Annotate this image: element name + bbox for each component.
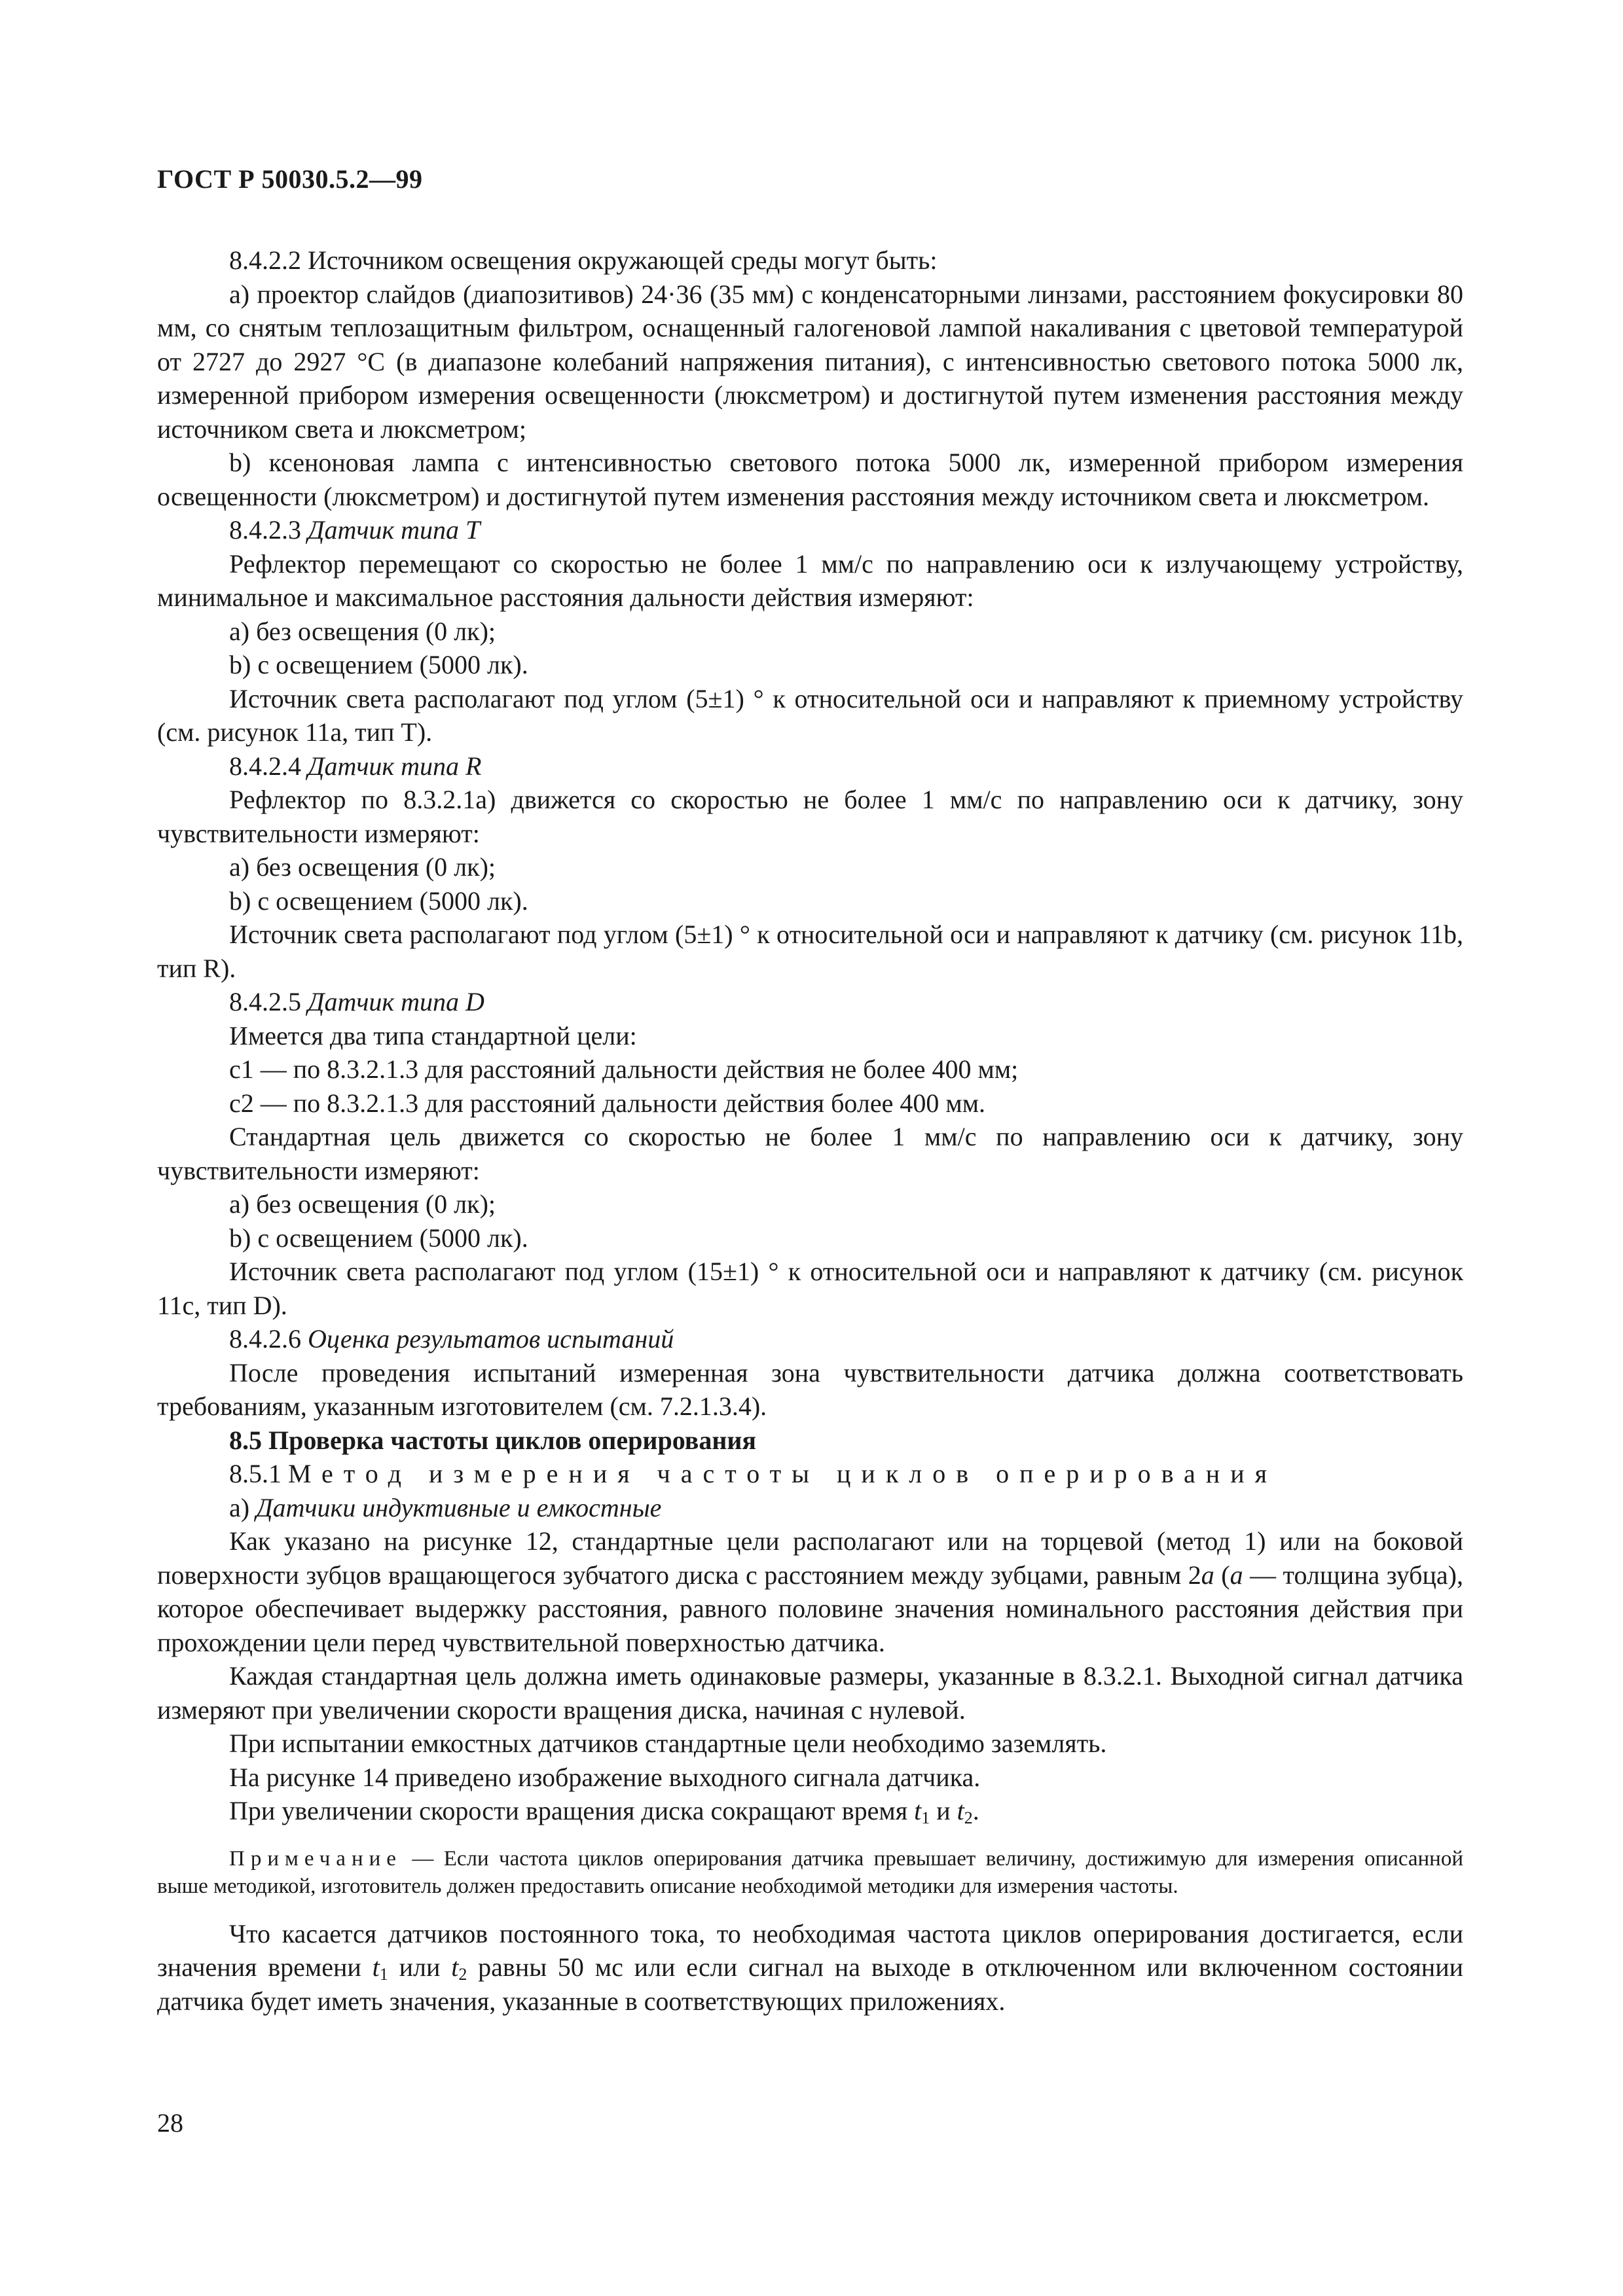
paragraph: После проведения испытаний измеренная зона чувствительности датчика должна соответствовать требованиям, указанным изготовителем (см. 7.2.1.3.4). [157, 1357, 1463, 1421]
paragraph: На рисунке 14 приведено изображение выходного сигнала датчика. [229, 1762, 981, 1792]
note-text: — Если частота циклов оперирования датчика превышает величину, достижимую для измерения описанной выше методикой, изготовитель должен предоставить описание необходимой методики для измерения частоты. [157, 1846, 1463, 1898]
text-run: — толщина зубца), которое обеспечивает выдержку расстояния, равного половине значения номинального расстояния действия при прохождении цели перед чувствительной поверхностью датчика. [157, 1560, 1463, 1657]
subsection-heading [157, 1322, 1463, 1356]
subsection-title: Датчик типа D [308, 987, 484, 1016]
subsection-title: Датчик типа T [308, 515, 481, 545]
subsection-number: 8.4.2.4 [229, 751, 308, 781]
paragraph: b) с освещением (5000 лк). [229, 1223, 528, 1253]
text-run: равны 50 мс или если сигнал на выходе в отключенном или включенном состоянии датчика будет иметь значения, указанные в соответствующих приложениях. [157, 1952, 1464, 2016]
subscript: 1 [379, 1965, 388, 1984]
paragraph: c2 — по 8.3.2.1.3 для расстояний дальности действия более 400 мм. [229, 1088, 985, 1118]
subsection-heading [157, 749, 1463, 783]
paragraph: b) ксеноновая лампа с интенсивностью светового потока 5000 лк, измеренной прибором измерения освещенности (люксметром) и достигнутой путем изменения расстояния между источником света и люксметром. [157, 448, 1463, 511]
text-run: ( [1214, 1560, 1230, 1590]
paragraph: а) без освещения (0 лк); [229, 616, 496, 646]
paragraph: 8.4.2.2 Источником освещения окружающей среды могут быть: [229, 245, 938, 275]
paragraph: b) с освещением (5000 лк). [229, 650, 528, 679]
paragraph: Источник света располагают под углом (5±1) ° к относительной оси и направляют к датчику (см. рисунок 11b, тип R). [157, 920, 1463, 983]
paragraph: Каждая стандартная цель должна иметь одинаковые размеры, указанные в 8.3.2.1. Выходной сигнал датчика измеряют при увеличении скорости вращения диска, начиная с нулевой. [157, 1661, 1463, 1725]
paragraph: Рефлектор по 8.3.2.1а) движется со скоростью не более 1 мм/с по направлению оси к датчику, зону чувствительности измеряют: [157, 785, 1463, 848]
text-run: При увеличении скорости вращения диска сокращают время [229, 1796, 915, 1825]
subsection-number: 8.4.2.5 [229, 987, 308, 1016]
paragraph [157, 1794, 1463, 1828]
document-header: ГОСТ Р 50030.5.2—99 [157, 164, 423, 194]
subscript: 2 [458, 1965, 467, 1984]
subscript: 2 [964, 1808, 973, 1827]
paragraph: а) проектор слайдов (диапозитивов) 24·36 (35 мм) с конденсаторными линзами, расстоянием фокусировки 80 мм, со снятым теплозащитным фильтром, оснащенный галогеновой лампой накаливания с цветовой температурой от 2727 до 2927 °С (в диапазоне колебаний напряжения питания), с интенсивностью светового потока 5000 лк, измеренной прибором измерения освещенности (люксметром) и достигнутой путем изменения расстояния между источником света и люксметром; [157, 279, 1463, 444]
variable: а [1230, 1560, 1243, 1590]
paragraph: Стандартная цель движется со скоростью не более 1 мм/с по направлению оси к датчику, зону чувствительности измеряют: [157, 1122, 1463, 1185]
subsection-number: 8.4.2.3 [229, 515, 308, 545]
subsection-number: 8.4.2.6 [229, 1324, 308, 1354]
page-number: 28 [157, 2108, 183, 2138]
paragraph: При испытании емкостных датчиков стандартные цели необходимо заземлять. [229, 1729, 1107, 1758]
paragraph: Источник света располагают под углом (5±1) ° к относительной оси и направляют к приемному устройству (см. рисунок 11а, тип Т). [157, 683, 1463, 747]
subsection-heading [157, 1457, 1463, 1491]
text-run: или [388, 1952, 452, 1982]
paragraph: Рефлектор перемещают со скоростью не более 1 мм/с по направлению оси к излучающему устройству, минимальное и максимальное расстояния дальности действия измеряют: [157, 548, 1463, 612]
subsection-heading [157, 1491, 1463, 1525]
section-heading: 8.5 Проверка частоты циклов оперирования [229, 1425, 757, 1455]
subsection-title: Оценка результатов испытаний [308, 1324, 674, 1354]
subsection-heading [157, 513, 1463, 547]
list-marker: а) [229, 1492, 257, 1522]
text-run: Что касается датчиков постоянного тока, то необходимая частота циклов оперирования достигается, если значения времени [157, 1918, 1463, 1982]
variable: а [1201, 1560, 1214, 1590]
variable: t [451, 1952, 459, 1982]
text-run: . [972, 1796, 979, 1825]
subsection-heading [157, 985, 1463, 1019]
paragraph: Имеется два типа стандартной цели: [229, 1020, 637, 1050]
subsection-title: Датчик типа R [308, 751, 482, 781]
text-run: Как указано на рисунке 12, стандартные цели располагают или на торцевой (метод 1) или на боковой поверхности зубцов вращающегося зубчатого диска с расстоянием между зубцами, равным 2 [157, 1526, 1463, 1590]
variable: t [957, 1796, 964, 1825]
paragraph: Источник света располагают под углом (15±1) ° к относительной оси и направляют к датчику (см. рисунок 11с, тип D). [157, 1257, 1463, 1320]
paragraph: b) с освещением (5000 лк). [229, 886, 528, 916]
variable: t [914, 1796, 922, 1825]
subscript: 1 [921, 1808, 930, 1827]
variable: t [372, 1952, 380, 1982]
paragraph [157, 1917, 1463, 2018]
note-label: Примечание [229, 1846, 402, 1871]
paragraph [157, 1524, 1463, 1659]
subsection-title: Датчики индуктивные и емкостные [256, 1492, 662, 1522]
paragraph: а) без освещения (0 лк); [229, 1189, 496, 1219]
document-body [157, 243, 1463, 2018]
subsection-title: Метод измерения частоты циклов оперирования [288, 1459, 1278, 1488]
paragraph: а) без освещения (0 лк); [229, 852, 496, 882]
subsection-number: 8.5.1 [229, 1459, 288, 1488]
note [157, 1845, 1463, 1900]
text-run: и [930, 1796, 957, 1825]
paragraph: c1 — по 8.3.2.1.3 для расстояний дальности действия не более 400 мм; [229, 1054, 1019, 1084]
